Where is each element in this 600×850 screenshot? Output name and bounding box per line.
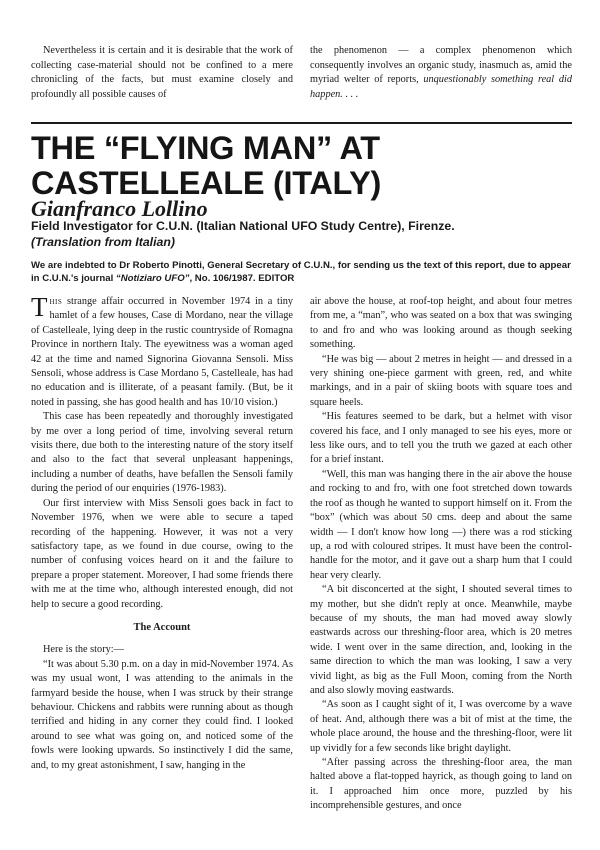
drop-cap: T (31, 292, 48, 322)
intro-left-paragraph: Nevertheless it is certain and it is desirable that the work of collecting case-material should not be confined to a mere chronicling of the facts, but must examine closely and profoundly all possible causes of (31, 45, 293, 100)
body-paragraph: This case has been repeatedly and thoroughly investigated by me over a long period of time, involving several return visits there, due both to the interesting nature of the story itself and also to the fact that several unpleasant happenings, including a number of deaths, have befallen the Sensoli family during the period of our enquiries (1976-1983). (31, 411, 293, 495)
body-left-column (31, 292, 293, 814)
intro-text (31, 44, 572, 102)
body-paragraph: “After passing across the threshing-floor area, the man halted above a flat-topped hayrick, as though going to land on it. I approached him once more, puzzled by his incomprehensible gestures, and once (310, 757, 572, 812)
intro-right-text: the phenomenon — a complex phenomenon which consequently involves an organic study, inasmuch as, amid the myriad welter of reports, (310, 45, 572, 86)
body-paragraph: “As soon as I caught sight of it, I was overcome by a wave of heat. And, although there was a bit of mist at the time, the whole place around, the house and the threshing-floor, were lit up vividly for a few seconds like bright daylight. (310, 699, 572, 754)
section-heading: The Account (133, 621, 191, 633)
article-body (31, 292, 572, 814)
body-paragraph: “His features seemed to be dark, but a helmet with visor covered his face, and I only managed to see his eyes, more or less like ours, and to tell you the truth we gazed at each other for a brief instant. (310, 411, 572, 466)
journal-name: “Notiziaro UFO” (115, 273, 190, 284)
intro-right-column (310, 44, 572, 102)
body-paragraph: “A bit disconcerted at the sight, I shouted several times to my mother, but she didn't reply at once. Meanwhile, maybe because of my shouts, the man had moved away slowly eastwards across our threshing-floor area, which is 20 metres wide. I went over in the same direction, and, looking in the same direction to which the man was looking, I saw a very vivid light, as big as the Full Moon, coming from the North and also slowly moving eastwards. (310, 584, 572, 696)
body-paragraph: “It was about 5.30 p.m. on a day in mid-November 1974. As was my usual wont, I was attending to the animals in the farmyard beside the house, when I was struck by their strange behaviour. Chickens and rabbits were running about as though terrified and hiding in any corner they could find. I looked around to see what was going on, and noticed some of the fowls were looking upwards. So instinctively I did the same, and, to my great astonishment, I saw, hanging in the (31, 658, 293, 771)
paragraph-1-text: strange affair occurred in November 1974 in a tiny hamlet of a few houses, Case di Mordano, near the village of Castelleale, lying deep in the rustic countryside of Romagna Province in northern Italy. The eyewitness was a woman aged 42 at the time and named Signorina Giovanna Sensoli. Miss Sensoli, whose address is Case Mordano 5, Castelleale, has had no education and is illiterate, of a peasant family. (But, be it noted in passing, she has good health and has 10/10 vision.) (31, 296, 293, 408)
affiliation-line: Field Investigator for C.U.N. (Italian National UFO Study Centre), Firenze. (31, 219, 455, 233)
editor-note-text: We are indebted to Dr Roberto Pinotti, General Secretary of C.U.N., for sending us the text of this report, due to appear in C.U.N.'s journal (31, 260, 571, 284)
body-paragraph: air above the house, at roof-top height, and about four metres from me, a “man”, who was seated on a box that was swinging to and fro and who was looking around as though seeking something. (310, 296, 572, 351)
editor-note (31, 259, 579, 285)
intro-right-italic: unquestionably something real did happen. . . . (310, 74, 572, 100)
body-paragraph: “Well, this man was hanging there in the air above the house and rocking to and fro, with one foot stretched down towards the roof as though he wanted to support himself on it. From the “box” (which was about 50 cms. deep and about the same width — I don't know how long —) there was a rod sticking up, a rod with coloured stripes. It must have been the control-handle for the motor, and it gave out a sharp hum that I could hear very clearly. (310, 468, 572, 581)
intro-left-column (31, 44, 293, 102)
article-title: THE “FLYING MAN” AT CASTELLEALE (ITALY) (31, 130, 381, 201)
body-paragraph (31, 292, 293, 410)
editor-note-end: , No. 106/1987. EDITOR (189, 273, 295, 284)
body-paragraph: Our first interview with Miss Sensoli goes back in fact to November 1976, when we were able to secure a taped recording of the happening. However, it was not a very satisfactory tape, as we found in due course, owing to the number of confusing voices heard on it and the failure to prepare a proper statement. Moreover, I had some friends there with me at the time who, although interested enough, did not help to secure a good recording. (31, 497, 293, 610)
translation-note: (Translation from Italian) (31, 235, 175, 249)
body-right-column (310, 295, 572, 814)
small-caps-opening: his (49, 296, 63, 307)
section-divider (31, 122, 572, 124)
article-author: Gianfranco Lollino (31, 196, 208, 221)
magazine-page (31, 0, 572, 850)
body-paragraph: “He was big — about 2 metres in height — and dressed in a very shining one-piece garment with green, red, and white markings, and in a pair of skiing boots with square toes and square heels. (310, 353, 572, 408)
intro-right-paragraph (310, 44, 572, 102)
body-paragraph: Here is the story:— (43, 644, 124, 656)
author-affiliation (31, 218, 591, 250)
